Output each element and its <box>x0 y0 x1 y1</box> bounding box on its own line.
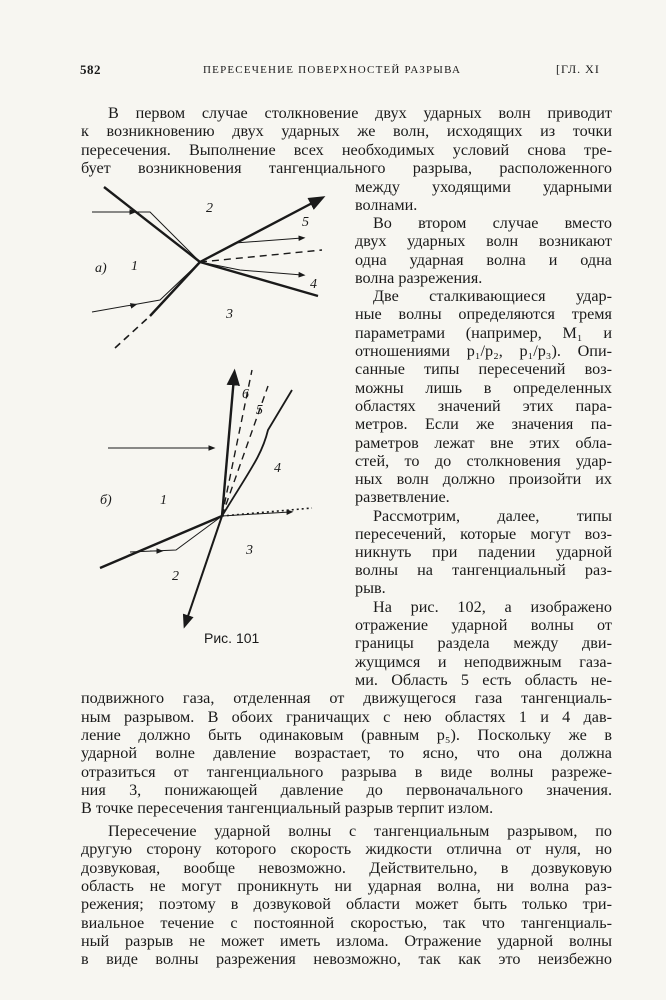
incident-shock-b <box>100 516 222 568</box>
text-line-40: Пересечение ударной волны с тангенциальным разрывом, по <box>108 822 612 840</box>
text-line-36: ударной волне давление возрастает, то ясно, что она должна <box>81 744 612 762</box>
text-line-27: рыв. <box>355 579 386 597</box>
panel-b-region-6: 6 <box>242 387 249 402</box>
text-line-23: Рассмотрим, далее, типы <box>373 507 612 525</box>
text-line-12: ные волны определяются тремя <box>355 305 612 323</box>
panel-b-region-3: 3 <box>246 543 253 558</box>
text-line-24: пересечений, которые могут воз- <box>355 525 612 543</box>
text-line-17: областях значений этих пара- <box>355 397 612 415</box>
text-line-47: в виде волны разрежения невозможно, так как это неизбежно <box>81 950 612 968</box>
streamline-b-right <box>222 512 290 516</box>
text-line-31: жущимся и неподвижным газа- <box>355 653 612 671</box>
reflected-shock-lower <box>200 262 318 296</box>
text-line-43: область не могут проникнуть ни ударная волна, ни волна раз- <box>81 877 612 895</box>
text-line-18: метров. Если же значения па- <box>355 415 612 433</box>
text-line-39: В точке пересечения тангенциальный разрыв терпит излом. <box>81 799 494 817</box>
text-line-15: санные типы пересечений воз- <box>355 360 612 378</box>
text-line-22: разветвление. <box>355 488 450 506</box>
text-line-5: между уходящими ударными <box>355 178 612 196</box>
panel-b-label: б) <box>100 493 112 508</box>
panel-a-region-2: 2 <box>206 201 213 216</box>
panel-a-region-5: 5 <box>302 215 309 230</box>
text-line-38: ния 3, понижающей давление до первоначального значения. <box>81 781 612 799</box>
running-title: ПЕРЕСЕЧЕНИЕ ПОВЕРХНОСТЕЙ РАЗРЫВА <box>203 64 462 76</box>
incident-dashed-lower <box>115 316 150 348</box>
text-line-14: отношениями p₁/p₂, p₁/p₃). Опи- <box>355 342 612 360</box>
streamline-out-upper <box>200 238 302 262</box>
text-line-2: к возникновению двух ударных же волн, исходящих из точки <box>81 122 612 140</box>
incident-shock-lower <box>150 262 200 316</box>
text-line-16: можны лишь в определенных <box>355 379 612 397</box>
incident-shock-upper <box>104 187 200 262</box>
text-line-6: волнами. <box>355 196 418 214</box>
text-line-11: Две сталкивающиеся удар- <box>373 287 612 305</box>
panel-a-region-1: 1 <box>131 259 138 274</box>
page-number: 582 <box>80 62 101 77</box>
streamline-out-lower <box>200 262 302 275</box>
text-line-1: В первом случае столкновение двух ударных волн приводит <box>108 104 612 122</box>
chapter-label: [ГЛ. XI <box>556 62 600 76</box>
panel-a-region-4: 4 <box>310 277 317 292</box>
text-line-8: двух ударных волн возникают <box>355 232 612 250</box>
text-line-46: ный разрыв не может иметь излома. Отражение ударной волны <box>81 932 612 950</box>
text-line-4: бует возникновения тангенциального разрыва, расположенного <box>81 159 612 177</box>
text-line-35: ление должно быть одинаковым (равным p₅). Поскольку же в <box>81 726 612 744</box>
refracted-shock-b <box>222 377 234 516</box>
text-line-34: ным разрывом. В обоих граничащих с нею областях 1 и 4 дав- <box>81 708 612 726</box>
text-line-45: виальное течение с постоянной скоростью, так что тангенциаль- <box>81 914 612 932</box>
text-line-13: параметрами (например, M₁ и <box>355 324 612 342</box>
text-line-33: подвижного газа, отделенная от движущегося газа тангенциаль- <box>81 689 612 707</box>
text-line-28: На рис. 102, a изображено <box>373 598 612 616</box>
text-line-42: дозвуковая, вообще невозможно. Действительно, в дозвуковую <box>81 859 612 877</box>
text-line-7: Во втором случае вместо <box>373 214 612 232</box>
text-line-20: стей, то до столкновения удар- <box>355 452 612 470</box>
figure-panel-b <box>100 370 312 622</box>
panel-b-region-5: 5 <box>256 403 263 418</box>
text-line-37: отразиться от тангенциального разрыва в виде волны разреже- <box>81 763 612 781</box>
text-line-29: отражение ударной волны от <box>355 616 612 634</box>
text-line-26: волны на тангенциальный раз- <box>355 561 612 579</box>
text-line-30: границы раздела между дви- <box>355 634 612 652</box>
text-line-21: ных волн должно произойти их <box>355 470 612 488</box>
panel-b-region-1: 1 <box>160 493 167 508</box>
panel-a-label: а) <box>95 261 107 276</box>
panel-b-region-4: 4 <box>274 461 281 476</box>
shock-2-lower <box>186 516 222 622</box>
figure-caption: Рис. 101 <box>204 630 260 646</box>
text-line-10: волна разрежения. <box>355 269 483 287</box>
text-line-3: пересечения. Выполнение всех необходимых условий снова тре- <box>81 141 612 159</box>
streamline-bottom <box>92 262 200 312</box>
text-line-19: раметров лежат вне этих обла- <box>355 434 612 452</box>
text-line-41: другую сторону которого скорость жидкости отлична от нуля, но <box>81 840 612 858</box>
panel-b-region-2: 2 <box>172 569 179 584</box>
text-line-44: режения; поэтому в дозвуковой области может быть только три- <box>81 895 612 913</box>
text-line-32: ми. Область 5 есть область не- <box>355 671 612 689</box>
text-line-9: одна ударная волна и одна <box>355 251 612 269</box>
panel-a-region-3: 3 <box>226 307 233 322</box>
text-line-25: никнуть при падении ударной <box>355 543 612 561</box>
